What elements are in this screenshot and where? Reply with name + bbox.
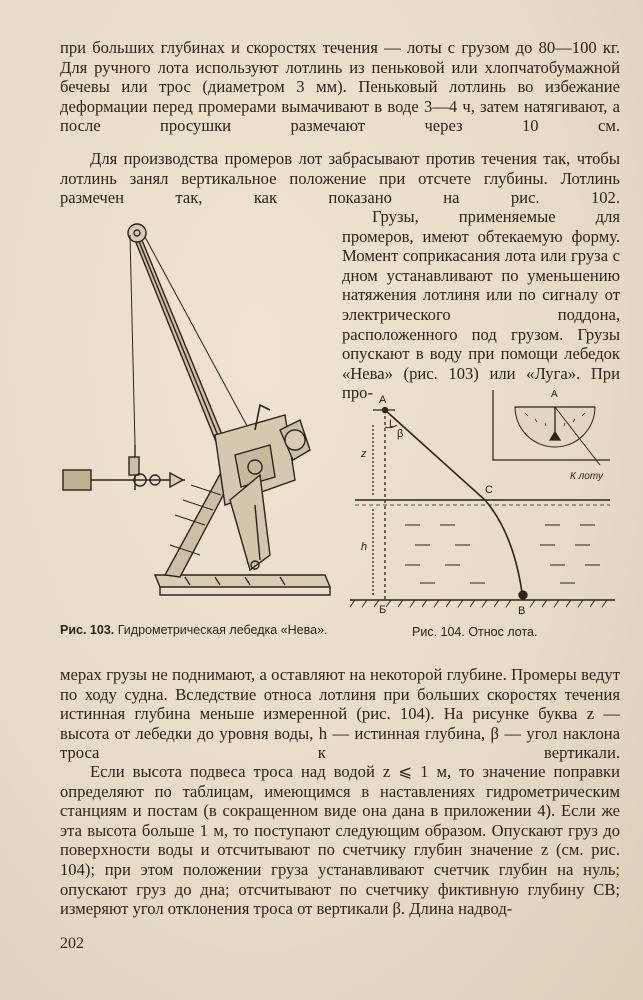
figure-104-drift-diagram bbox=[345, 385, 625, 615]
paragraph-3: Грузы, применяемые для промеров, имеют обтекаемую форму. Момент соприкасания лота или груза с дном устанавливают по уменьшению натяжения лотлиня или по сигналу от электрического поддона, расположенного под грузом. Грузы опускают в воду при помощи лебедок «Нева» (рис. 103) или «Луга». При про- bbox=[342, 207, 620, 403]
caption-fig-103-text: Гидрометрическая лебедка «Нева». bbox=[117, 623, 328, 637]
paragraph-1: при больших глубинах и скоростях течения — лоты с грузом до 80—100 кг. Для ручного лота используют лотлинь из пеньковой или хлопчатобумажной бечевы или трос (диаметром 3 мм). Пеньковый лотлинь во избежание деформации перед промерами вымачивают в воде 3—4 ч, затем натягивают, а после просушки размечают через 10 см. bbox=[60, 38, 620, 136]
page-number: 202 bbox=[60, 935, 84, 952]
inset-label-A: A bbox=[551, 389, 558, 400]
label-C: C bbox=[485, 484, 493, 496]
caption-fig-103 bbox=[60, 623, 330, 638]
label-h: h bbox=[361, 541, 368, 553]
label-B: В bbox=[518, 605, 526, 615]
paragraph-4: мерах грузы не поднимают, а оставляют на некоторой глубине. Промеры ведут по ходу судна. Вследствие относа лотлиня при больших скоростях течения истинная глубина меньше измеренной (рис. 104). На рисунке буква z — высота от лебедки до уровня воды, h — истинная глубина, β — угол наклона троса к вертикали. bbox=[60, 665, 620, 763]
paragraph-2: Для производства промеров лот забрасывают против течения так, чтобы лотлинь занял вертикальное положение при отсчете глубины. Лотлинь размечен так, как показано на рис. 102. bbox=[60, 149, 620, 208]
caption-fig-103-label: Рис. 103. bbox=[60, 623, 115, 637]
label-B-cyr: Б bbox=[379, 604, 387, 615]
caption-fig-104: Рис. 104. Относ лота. bbox=[412, 625, 538, 639]
figure-103-winch bbox=[55, 215, 345, 615]
label-z: z bbox=[361, 448, 367, 460]
label-L: L bbox=[389, 418, 396, 430]
label-A: A bbox=[379, 394, 387, 406]
paragraph-5: Если высота подвеса троса над водой z ⩽ 1 м, то значение поправки определяют по таблицам, имеющимся в наставлениях гидрометрическим станциям и постам (в сокращенном виде она дана в приложении 4). Если же эта высота больше 1 м, то поступают следующим образом. Опускают груз до поверхности воды и отсчитывают по счетчику глубин значение z (см. рис. 104); при этом положении груза устанавливают счетчик глубин на нуль; опускают груз до дна; отсчитывают по счетчику фиктивную глубину CB; измеряют угол отклонения троса от вертикали β. Длина надвод- bbox=[60, 762, 620, 919]
inset-label-to-lot: К лоту bbox=[570, 471, 603, 482]
label-beta: β bbox=[397, 428, 404, 440]
